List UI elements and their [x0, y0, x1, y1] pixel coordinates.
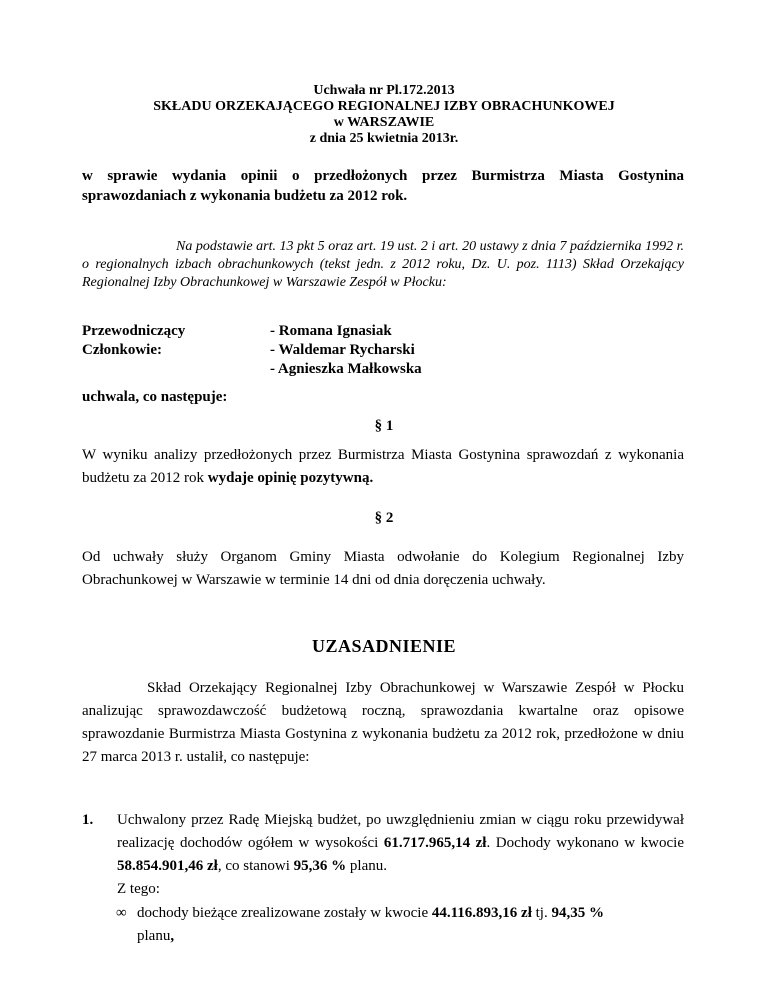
- bullet-content: [137, 902, 684, 948]
- item-1-text: Uchwalony przez Radę Miejską budżet, po uwzględnieniu zmian w ciągu roku przewidywał realizację dochodów ogółem w wysokości: [117, 812, 684, 851]
- numbered-item-1: [82, 809, 684, 901]
- positive-opinion: wydaje opinię pozytywną.: [207, 470, 374, 486]
- member-name: - Romana Ignasiak: [270, 323, 392, 339]
- item-number: 1.: [82, 812, 94, 828]
- legal-basis: Na podstawie art. 13 pkt 5 oraz art. 19 ust. 2 i art. 20 ustawy z dnia 7 października 1992 r. o regionalnych izbach obrachunkowych (tekst jedn. z 2012 roku, Dz. U. poz. 1113) Skład Orzekający Regionalnej Izby Obrachunkowej w Warszawie Zespół w Płocku:: [82, 239, 684, 290]
- current-income-value: 44.116.893,16 zł: [431, 905, 532, 921]
- resolves-clause: uchwala, co następuje:: [82, 389, 228, 405]
- current-income-percent: 94,35 %: [551, 905, 604, 921]
- section-1-heading: § 1: [374, 418, 394, 434]
- bullet-text: planu: [137, 928, 171, 944]
- chair-role-label: Przewodniczący: [82, 323, 186, 339]
- section-1-text-main: W wyniku analizy przedłożonych przez Burmistrza Miasta Gostynina sprawozdań z wykonania budżetu za 2012 rok: [82, 447, 684, 486]
- member-name: - Agnieszka Małkowska: [270, 361, 422, 377]
- item-1-text: . Dochody wykonano w kwocie: [486, 835, 684, 851]
- execution-percent: 95,36 %: [293, 858, 347, 874]
- justification-intro: Skład Orzekający Regionalnej Izby Obrachunkowej w Warszawie Zespół w Płocku analizując sprawozdawczość budżetową roczną, sprawozdania kwartalne oraz opisowe sprawozdanie Burmistrza Miasta Gostynina z wykonania budżetu za 2012 rok, przedłożone w dniu 27 marca 2013 r. ustalił, co następuje:: [82, 680, 684, 765]
- section-2-text: Od uchwały służy Organom Gminy Miasta odwołanie do Kolegium Regionalnej Izby Obrachunkowej w Warszawie w terminie 14 dni od dnia doręczenia uchwały.: [82, 549, 684, 588]
- item-1-text: planu.: [346, 858, 387, 874]
- bullet-text: tj.: [531, 905, 552, 921]
- planned-income-value: 61.717.965,14 zł: [383, 835, 487, 851]
- issuing-body: SKŁADU ORZEKAJĄCEGO REGIONALNEJ IZBY OBRACHUNKOWEJ: [153, 99, 615, 114]
- section-1-text: [82, 444, 684, 490]
- resolution-subject: w sprawie wydania opinii o przedłożonych przez Burmistrza Miasta Gostynina sprawozdaniach z wykonania budżetu za 2012 rok.: [82, 168, 684, 204]
- resolution-date: z dnia 25 kwietnia 2013r.: [309, 131, 459, 146]
- bullet-comma: ,: [170, 928, 175, 944]
- bullet-current-income: [116, 902, 684, 948]
- executed-income-value: 58.854.901,46 zł: [117, 858, 218, 874]
- item-1-sub: Z tego:: [117, 881, 160, 897]
- member-name: - Waldemar Rycharski: [270, 342, 415, 358]
- resolution-header: [0, 83, 768, 147]
- item-1-content: [117, 809, 684, 901]
- issuing-city: w WARSZAWIE: [333, 115, 435, 130]
- members-role-label: Członkowie:: [82, 342, 162, 358]
- infinity-bullet-icon: ∞: [116, 905, 127, 921]
- justification-title: UZASADNIENIE: [311, 636, 457, 656]
- section-2-heading: § 2: [374, 510, 394, 526]
- resolution-number: Uchwała nr Pl.172.2013: [313, 83, 455, 98]
- bullet-text: dochody bieżące zrealizowane zostały w kwocie: [137, 905, 432, 921]
- item-1-text: , co stanowi: [217, 858, 294, 874]
